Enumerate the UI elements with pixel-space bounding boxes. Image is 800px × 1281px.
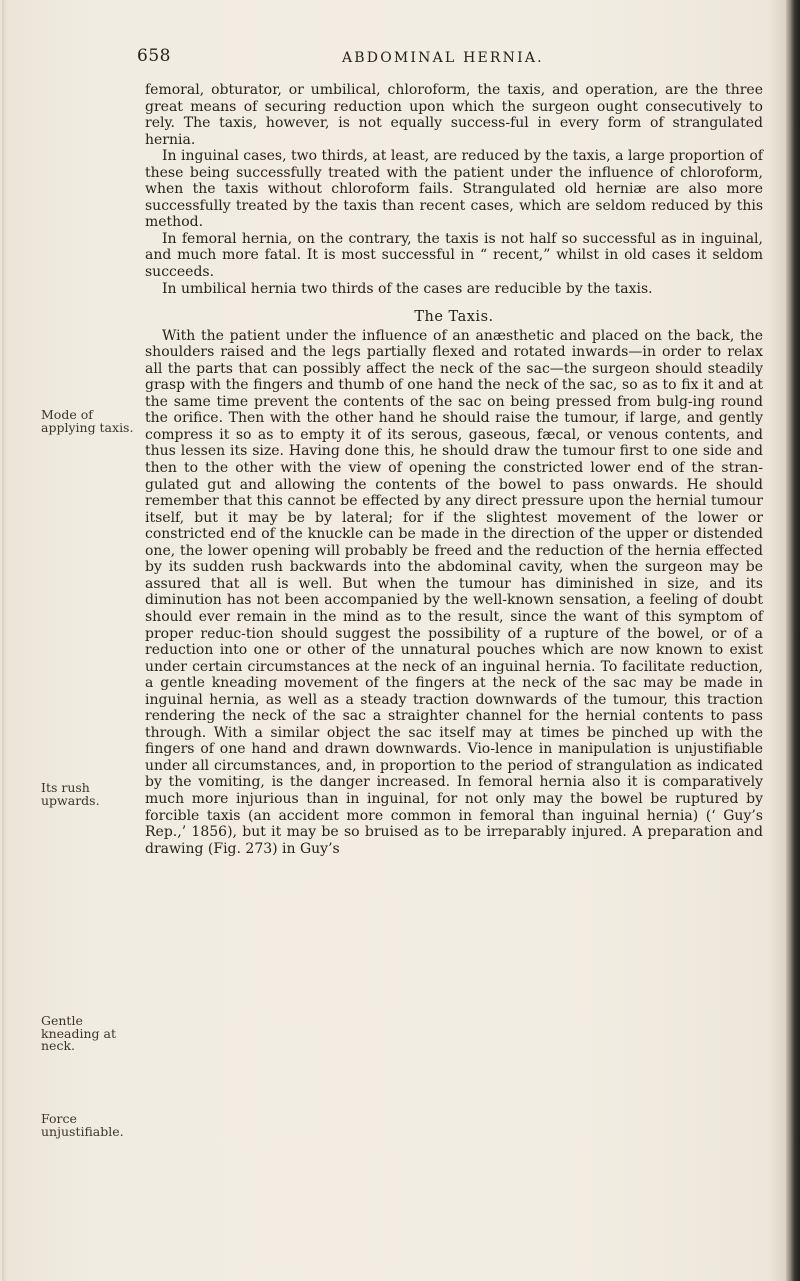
page-header [137,46,767,74]
sidenote-force-unjustifiable: Force unjustifiable. [41,1111,124,1139]
paragraph-operation-means: femoral, obturator, or umbilical, chloroform, the taxis, and operation, are the three great means of securing reduction upon which the surgeon ought consecutively to rely. The taxis, however, is not equally success-ful in every form of strangulated hernia. [145,82,763,148]
paragraph-taxis-method: With the patient under the influence of an anæsthetic and placed on the back, the shoulders raised and the legs partially flexed and rotated inwards—in order to relax all the parts that can possibly affect the neck of the sac—the surgeon should steadily grasp with the fingers and thumb of one hand the neck of the sac, so as to fix it and at the same time prevent the contents of the sac on being pressed from bulg-ing round the orifice. Then with the other hand he should raise the tumour, if large, and gently compress it so as to empty it of its serous, gaseous, fæcal, or venous contents, and thus lessen its size. Having done this, he should draw the tumour first to one side and then to the other with the view of opening the constricted lower end of the stran-gulated gut and allowing the contents of the bowel to pass onwards. He should remember that this cannot be effected by any direct pressure upon the hernial tumour itself, but it may be by lateral; for if the slightest movement of the lower or constricted end of the knuckle can be made in the direction of the upper or distended one, the lower opening will probably be freed and the reduction of the hernia effected by its sudden rush backwards into the abdominal cavity, when the surgeon may be assured that all is well. But when the tumour has diminished in size, and its diminution has not been accompanied by the well-known sensation, a feeling of doubt should ever remain in the mind as to the result, since the want of this symptom of proper reduc-tion should suggest the possibility of a rupture of the bowel, or of a reduction into one or other of the unnatural pouches which are now known to exist under certain circumstances at the neck of an inguinal hernia. To facilitate reduction, a gentle kneading movement of the fingers at the neck of the sac may be made in inguinal hernia, as well as a steady traction downwards of the tumour, this traction rendering the neck of the sac a straighter channel for the hernial contents to pass through. With a similar object the sac itself may at times be pinched up with the fingers of one hand and drawn downwards. Vio-lence in manipulation is unjustifiable under all circumstances, and, in proportion to the period of strangulation as indicated by the vomiting, is the danger increased. In femoral hernia also it is comparatively much more injurious than in inguinal, for not only may the bowel be ruptured by forcible taxis (an accident more common in femoral than inguinal hernia) (‘ Guy’s Rep.,’ 1856), but it may be so bruised as to be irreparably injured. A preparation and drawing (Fig. 273) in Guy’s [145,327,763,857]
section-heading-taxis: The Taxis. [414,309,494,326]
page-binding-edge [786,0,800,1281]
paragraph-inguinal-cases: In inguinal cases, two thirds, at least, are reduced by the taxis, a large proportion of these being successfully treated with the patient under the influence of chloroform, when the taxis without chloroform fails. Strangulated old herniæ are also more successfully treated by the taxis than recent cases, which are seldom reduced by this method. [145,148,763,231]
running-head: ABDOMINAL HERNIA. [342,50,544,66]
sidenote-its-rush-upwards: Its rush upwards. [41,780,100,808]
page-left-margin-shadow [2,0,7,1281]
paragraph-femoral-hernia: In femoral hernia, on the contrary, the taxis is not half so successful as in inguinal, and much more fatal. It is most successful in “ recent,” whilst in old cases it seldom succeeds. [145,230,763,281]
sidenote-mode-of-applying-taxis: Mode of applying taxis. [41,407,134,435]
paragraph-umbilical-hernia: In umbilical hernia two thirds of the cases are reducible by the taxis. [162,280,653,297]
sidenote-gentle-kneading: Gentle kneading at neck. [41,1013,116,1053]
body-text [145,82,763,857]
page-number: 658 [137,46,171,66]
